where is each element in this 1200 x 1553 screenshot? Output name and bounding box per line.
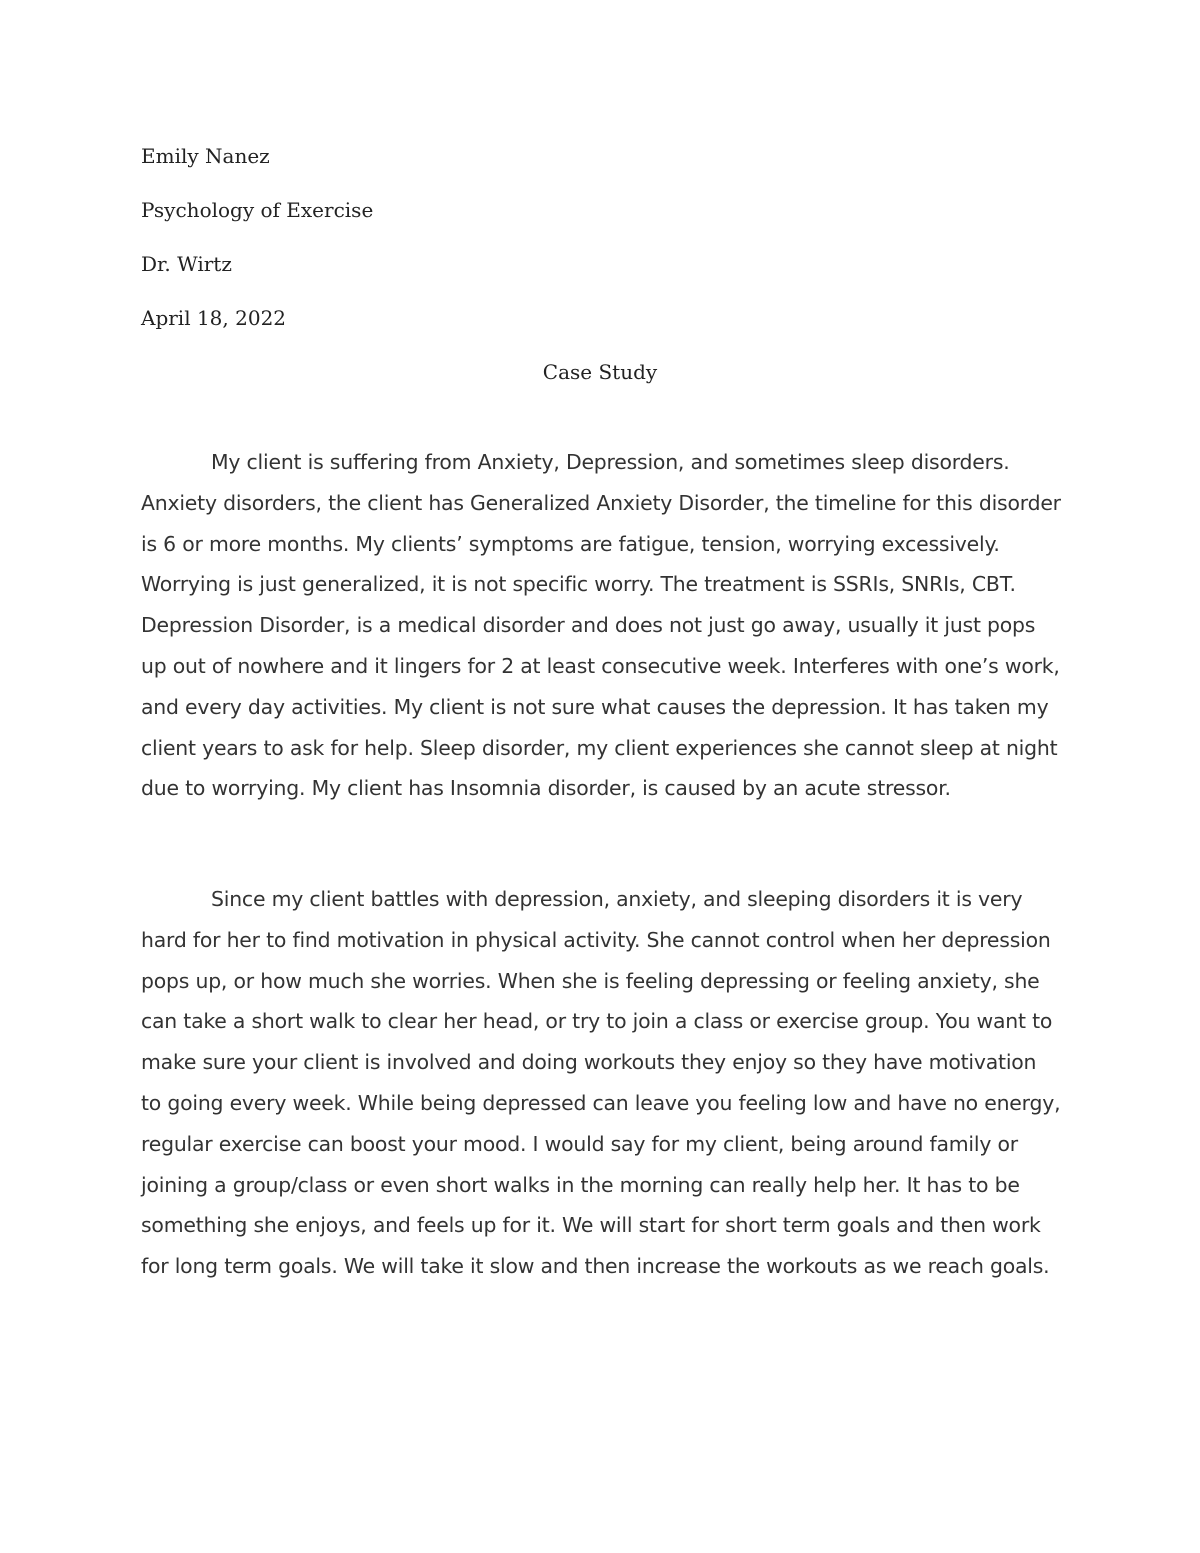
document-title: Case Study bbox=[542, 360, 658, 384]
body-paragraph-1: My client is suffering from Anxiety, Depression, and sometimes sleep disorders. Anxiety disorders, the client has Generalized Anxiety Disorder, the timeline for this disorder is 6 or more months. My clients’ symptoms are fatigue, tension, worrying excessively. Worrying is just generalized, it is not specific worry. The treatment is SSRIs, SNRIs, CBT. Depression Disorder, is a medical disorder and does not just go away, usually it just pops up out of nowhere and it lingers for 2 at least consecutive week. Interferes with one’s work, and every day activities. My client is not sure what causes the depression. It has taken my client years to ask for help. Sleep disorder, my client experiences she cannot sleep at night due to worrying. My client has Insomnia disorder, is caused by an acute stressor. bbox=[141, 450, 1061, 801]
body-paragraph-2: Since my client battles with depression, anxiety, and sleeping disorders it is very hard for her to find motivation in physical activity. She cannot control when her depression pops up, or how much she worries. When she is feeling depressing or feeling anxiety, she can take a short walk to clear her head, or try to join a class or exercise group. You want to make sure your client is involved and doing workouts they enjoy so they have motivation to going every week. While being depressed can leave you feeling low and have no energy, regular exercise can boost your mood. I would say for my client, being around family or joining a group/class or even short walks in the morning can really help her. It has to be something she enjoys, and feels up for it. We will start for short term goals and then work for long term goals. We will take it slow and then increase the workouts as we reach goals. bbox=[141, 887, 1061, 1279]
instructor-name: Dr. Wirtz bbox=[141, 252, 232, 276]
document-date: April 18, 2022 bbox=[141, 306, 287, 330]
author-name: Emily Nanez bbox=[141, 144, 270, 168]
course-name: Psychology of Exercise bbox=[141, 198, 374, 222]
